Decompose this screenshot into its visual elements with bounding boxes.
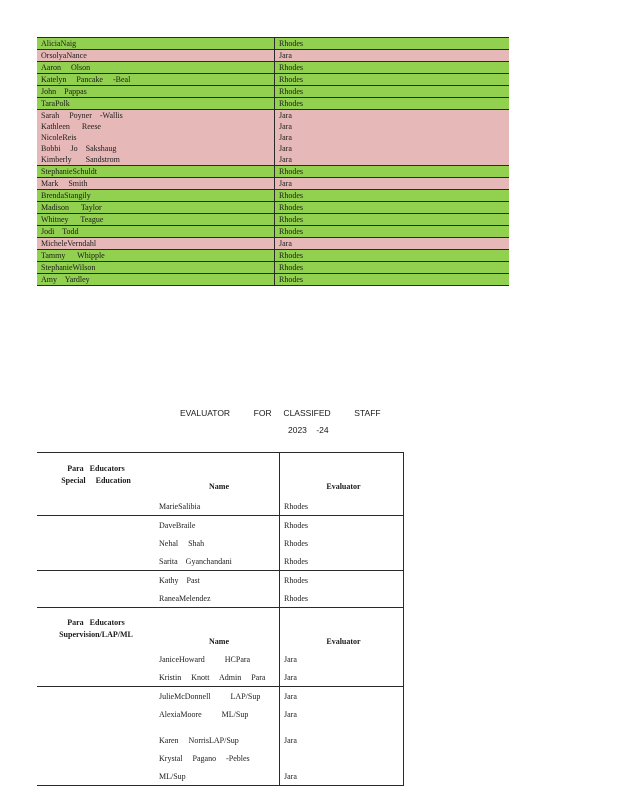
- assignment-row: [37, 98, 509, 110]
- special-ed-header-row: [37, 453, 404, 498]
- staff-evaluator: Jara: [275, 238, 510, 250]
- assignment-row: [37, 214, 509, 226]
- spacer-row: [37, 723, 404, 731]
- staff-name: AliciaNaig: [37, 38, 275, 50]
- evaluator-assignment-table: [37, 37, 509, 286]
- staff-evaluator: Jara: [275, 143, 510, 154]
- table-row: [37, 552, 404, 571]
- table-row: [37, 705, 404, 723]
- assignment-row: [37, 178, 509, 190]
- staff-evaluator: Jara: [275, 132, 510, 143]
- assignment-row: [37, 262, 509, 274]
- staff-name: BrendaStangily: [37, 190, 275, 202]
- table-row: [37, 516, 404, 535]
- table-row: [37, 767, 404, 786]
- staff-name: Nehal Shah: [155, 534, 280, 552]
- staff-evaluator: Rhodes: [275, 262, 510, 274]
- staff-evaluator: Jara: [275, 50, 510, 62]
- staff-evaluator: Rhodes: [275, 202, 510, 214]
- staff-evaluator: Jara: [280, 650, 404, 668]
- group-label-line: Para Educators: [67, 464, 125, 473]
- staff-evaluator: Rhodes: [280, 571, 404, 590]
- evaluator-column-header: Evaluator: [280, 453, 404, 498]
- staff-evaluator: Rhodes: [275, 166, 510, 178]
- staff-evaluator: Rhodes: [275, 98, 510, 110]
- staff-evaluator: Rhodes: [275, 250, 510, 262]
- assignment-row: [37, 62, 509, 74]
- staff-evaluator: Rhodes: [280, 516, 404, 535]
- staff-name: Whitney Teague: [37, 214, 275, 226]
- staff-evaluator: Rhodes: [280, 534, 404, 552]
- staff-name: DaveBraile: [155, 516, 280, 535]
- staff-evaluator: Jara: [280, 731, 404, 749]
- staff-evaluator: Rhodes: [275, 214, 510, 226]
- staff-name: Madison Taylor: [37, 202, 275, 214]
- assignment-row: [37, 250, 509, 262]
- group-label-line: Supervision/LAP/ML: [59, 630, 133, 639]
- staff-evaluator: Rhodes: [280, 589, 404, 608]
- assignment-row: [37, 274, 509, 286]
- staff-name: StephanieWilson: [37, 262, 275, 274]
- staff-evaluator: Rhodes: [280, 497, 404, 516]
- staff-name: RaneaMelendez: [155, 589, 280, 608]
- staff-evaluator: Jara: [280, 767, 404, 786]
- staff-evaluator: Rhodes: [275, 74, 510, 86]
- name-column-header: Name: [155, 453, 280, 498]
- assignment-row: [37, 202, 509, 214]
- supervision-group-label: [37, 608, 155, 651]
- staff-name: Kimberly Sandstrom: [37, 154, 275, 166]
- group-label-line: Special Education: [61, 476, 131, 485]
- staff-evaluator: Rhodes: [275, 86, 510, 98]
- staff-name: Katelyn Pancake -Beal: [37, 74, 275, 86]
- staff-evaluator: Jara: [280, 668, 404, 687]
- staff-name: JaniceHoward HCPara: [155, 650, 280, 668]
- staff-name: ML/Sup: [155, 767, 280, 786]
- staff-name: Krystal Pagano -Pebles: [155, 749, 280, 767]
- staff-name: Mark Smith: [37, 178, 275, 190]
- table-row: [37, 534, 404, 552]
- staff-name: StephanieSchuldt: [37, 166, 275, 178]
- special-ed-group-label: [37, 453, 155, 498]
- staff-name: Amy Yardley: [37, 274, 275, 286]
- staff-name: Kathy Past: [155, 571, 280, 590]
- assignment-row: [37, 238, 509, 250]
- assignment-row: [37, 132, 509, 143]
- table-row: [37, 589, 404, 608]
- assignment-row: [37, 74, 509, 86]
- table-row: [37, 571, 404, 590]
- assignment-row: [37, 110, 509, 122]
- table-row: [37, 650, 404, 668]
- name-column-header: Name: [155, 608, 280, 651]
- staff-name: MarieSalibia: [155, 497, 280, 516]
- staff-evaluator: Rhodes: [275, 274, 510, 286]
- staff-evaluator: Jara: [275, 154, 510, 166]
- assignment-row: [37, 154, 509, 166]
- staff-evaluator: Rhodes: [280, 552, 404, 571]
- heading-year: 2023 -24: [288, 425, 329, 435]
- assignment-row: [37, 226, 509, 238]
- staff-name: Tammy Whipple: [37, 250, 275, 262]
- staff-evaluator: Jara: [280, 687, 404, 706]
- staff-evaluator: Jara: [280, 705, 404, 723]
- staff-evaluator: Rhodes: [275, 62, 510, 74]
- staff-evaluator: Jara: [275, 121, 510, 132]
- staff-name: Bobbi Jo Sakshaug: [37, 143, 275, 154]
- staff-name: Sarah Poyner -Wallis: [37, 110, 275, 122]
- staff-name: Karen NorrisLAP/Sup: [155, 731, 280, 749]
- staff-evaluator: Rhodes: [275, 38, 510, 50]
- staff-name: OrsolyaNance: [37, 50, 275, 62]
- table-row: [37, 749, 404, 767]
- assignment-table-body: [37, 38, 509, 286]
- staff-name: AlexiaMoore ML/Sup: [155, 705, 280, 723]
- staff-evaluator: Rhodes: [275, 190, 510, 202]
- assignment-row: [37, 190, 509, 202]
- staff-name: Sarita Gyanchandani: [155, 552, 280, 571]
- staff-name: TaraPolk: [37, 98, 275, 110]
- staff-evaluator: [280, 749, 404, 767]
- evaluator-column-header: Evaluator: [280, 608, 404, 651]
- staff-name: MicheleVerndahl: [37, 238, 275, 250]
- staff-evaluator: Jara: [275, 110, 510, 122]
- group-label-line: Para Educators: [67, 618, 125, 627]
- supervision-header-row: [37, 608, 404, 651]
- staff-name: Jodi Todd: [37, 226, 275, 238]
- table-row: [37, 731, 404, 749]
- staff-name: Kristin Knott Admin Para: [155, 668, 280, 687]
- heading-title: EVALUATOR FOR CLASSIFED STAFF: [180, 408, 381, 418]
- assignment-row: [37, 86, 509, 98]
- assignment-row: [37, 121, 509, 132]
- table-row: [37, 668, 404, 687]
- staff-evaluator: Jara: [275, 178, 510, 190]
- assignment-row: [37, 50, 509, 62]
- staff-name: Aaron Olson: [37, 62, 275, 74]
- classified-staff-table: [37, 452, 404, 786]
- staff-name: Kathleen Reese: [37, 121, 275, 132]
- assignment-row: [37, 38, 509, 50]
- table-row: [37, 497, 404, 516]
- staff-name: JulieMcDonnell LAP/Sup: [155, 687, 280, 706]
- staff-evaluator: Rhodes: [275, 226, 510, 238]
- assignment-row: [37, 143, 509, 154]
- staff-name: John Pappas: [37, 86, 275, 98]
- staff-name: NicoleReis: [37, 132, 275, 143]
- assignment-row: [37, 166, 509, 178]
- table-row: [37, 687, 404, 706]
